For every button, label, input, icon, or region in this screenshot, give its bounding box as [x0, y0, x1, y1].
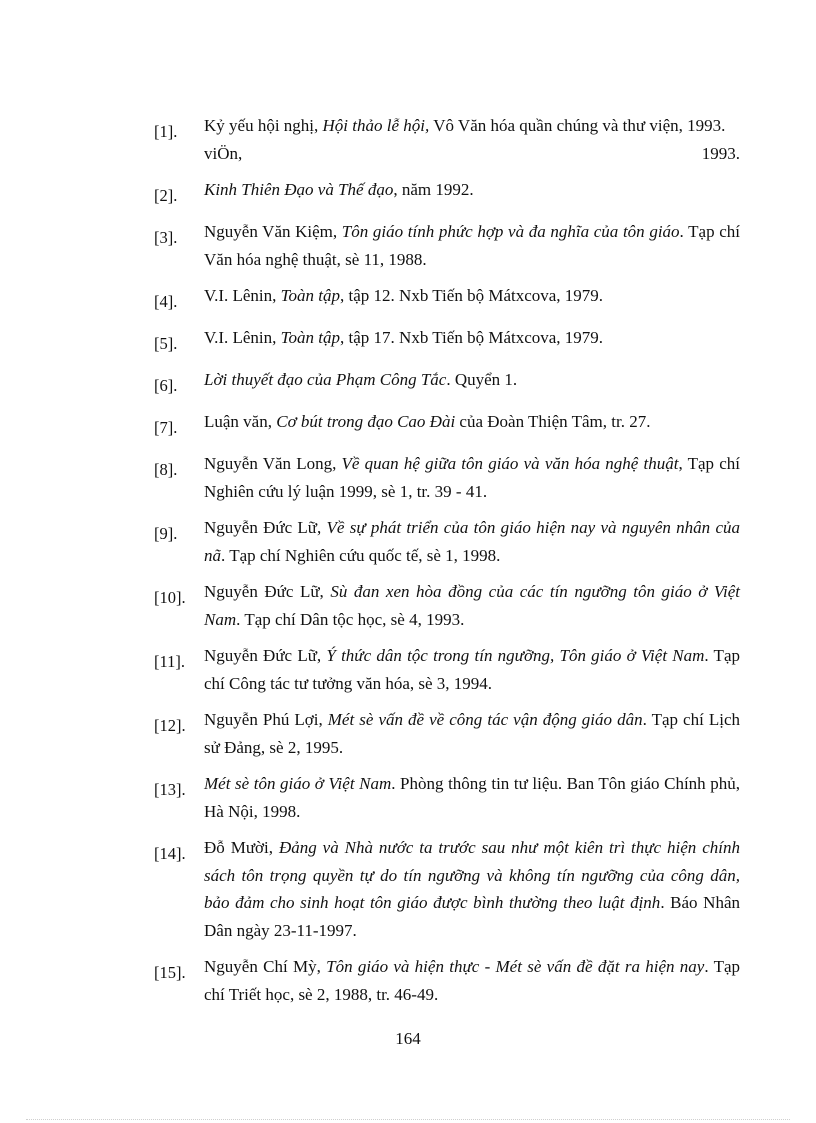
reference-number: [1]. — [154, 122, 178, 141]
reference-text: Luận văn, Cơ bút trong đạo Cao Đài của Đoàn Thiện Tâm, tr. 27. — [204, 412, 651, 431]
reference-list — [154, 112, 740, 1017]
reference-number: [14]. — [154, 844, 186, 863]
reference-item — [154, 324, 740, 357]
page-bottom-rule — [26, 1119, 790, 1120]
reference-title: Toàn tập — [280, 286, 341, 305]
reference-text: Kỷ yếu hội nghị, Hội thảo lễ hội, Vô Văn hóa quần chúng và thư viện, 1993. viÖn, 1993. — [204, 112, 740, 167]
reference-title: Về quan hệ giữa tôn giáo và văn hóa nghệ thuật — [341, 454, 679, 473]
reference-number: [12]. — [154, 716, 186, 735]
reference-text: Nguyễn Đức Lữ, Sù đan xen hòa đồng của các tín ngưỡng tôn giáo ở Việt Nam. Tạp chí Dân tộc học, sè 4, 1993. — [204, 582, 740, 629]
reference-title: Hội thảo lễ hội, — [322, 116, 430, 135]
reference-text: Đỗ Mười, Đảng và Nhà nước ta trước sau như một kiên trì thực hiện chính sách tôn trọng quyền tự do tín ngưỡng và không tín ngưỡng của công dân, bảo đảm cho sinh hoạt tôn giáo được bình thường theo luật định. Báo Nhân Dân ngày 23-11-1997. — [204, 838, 740, 940]
reference-title: Sù đan xen hòa đồng của các tín ngưỡng tôn giáo ở Việt Nam — [204, 582, 740, 629]
reference-text: Kinh Thiên Đạo và Thế đạo, năm 1992. — [204, 180, 474, 199]
reference-text: Nguyễn Đức Lữ, Ý thức dân tộc trong tín ngưỡng, Tôn giáo ở Việt Nam. Tạp chí Công tác tư tưởng văn hóa, sè 3, 1994. — [204, 646, 740, 693]
reference-text: Lời thuyết đạo của Phạm Công Tắc. Quyển 1. — [204, 370, 518, 389]
reference-number: [9]. — [154, 524, 178, 543]
reference-title: Toàn tập — [280, 328, 341, 347]
reference-title: Mét sè tôn giáo ở Việt Nam — [204, 774, 392, 793]
reference-number: [6]. — [154, 376, 178, 395]
reference-item — [154, 706, 740, 761]
reference-title: Ý thức dân tộc trong tín ngưỡng, Tôn giáo ở Việt Nam — [326, 646, 705, 665]
reference-item — [154, 953, 740, 1008]
reference-item — [154, 642, 740, 697]
reference-item — [154, 366, 740, 399]
reference-item — [154, 834, 740, 944]
reference-item — [154, 408, 740, 441]
reference-text: Nguyễn Văn Kiệm, Tôn giáo tính phức hợp và đa nghĩa của tôn giáo. Tạp chí Văn hóa nghệ thuật, sè 11, 1988. — [204, 222, 740, 269]
reference-item — [154, 578, 740, 633]
reference-number: [5]. — [154, 334, 178, 353]
reference-title: Cơ bút trong đạo Cao Đài — [276, 412, 456, 431]
reference-number: [3]. — [154, 228, 178, 247]
page-number: 164 — [395, 1029, 421, 1048]
reference-number: [4]. — [154, 292, 178, 311]
reference-text: Nguyễn Chí Mỳ, Tôn giáo và hiện thực - Mét sè vấn đề đặt ra hiện nay. Tạp chí Triết học, sè 2, 1988, tr. 46-49. — [204, 957, 741, 1004]
reference-text: V.I. Lênin, Toàn tập, tập 12. Nxb Tiến bộ Mátxcova, 1979. — [204, 286, 604, 305]
reference-number: [10]. — [154, 588, 186, 607]
reference-text: Nguyễn Đức Lữ, Về sự phát triển của tôn giáo hiện nay và nguyên nhân của nã. Tạp chí Nghiên cứu quốc tế, sè 1, 1998. — [204, 518, 740, 565]
reference-text: Nguyễn Phú Lợi, Mét sè vấn đề về công tác vận động giáo dân. Tạp chí Lịch sử Đảng, sè 2, 1995. — [204, 710, 741, 757]
reference-number: [15]. — [154, 963, 186, 982]
reference-number: [7]. — [154, 418, 178, 437]
reference-number: [13]. — [154, 780, 186, 799]
reference-title: Lời thuyết đạo của Phạm Công Tắc — [204, 370, 447, 389]
reference-item — [154, 514, 740, 569]
reference-number: [2]. — [154, 186, 178, 205]
reference-item — [154, 218, 740, 273]
reference-item — [154, 282, 740, 315]
reference-title: Về sự phát triển của tôn giáo hiện nay và nguyên nhân của nã — [204, 518, 740, 565]
reference-title: Đảng và Nhà nước ta trước sau như một kiên trì thực hiện chính sách tôn trọng quyền tự do tín ngưỡng và không tín ngưỡng của công dân, bảo đảm cho sinh hoạt tôn giáo được bình thường theo luật định — [204, 838, 740, 912]
reference-title: Tôn giáo và hiện thực - Mét sè vấn đề đặt ra hiện nay — [326, 957, 705, 976]
reference-title: Tôn giáo tính phức hợp và đa nghĩa của tôn giáo — [341, 222, 680, 241]
reference-text: Nguyễn Văn Long, Về quan hệ giữa tôn giáo và văn hóa nghệ thuật, Tạp chí Nghiên cứu lý luận 1999, sè 1, tr. 39 - 41. — [204, 454, 740, 501]
reference-number: [8]. — [154, 460, 178, 479]
reference-text: V.I. Lênin, Toàn tập, tập 17. Nxb Tiến bộ Mátxcova, 1979. — [204, 328, 604, 347]
reference-title: Mét sè vấn đề về công tác vận động giáo dân — [327, 710, 643, 729]
reference-item — [154, 176, 740, 209]
reference-number: [11]. — [154, 652, 186, 671]
reference-extra-line: viÖn, 1993. — [204, 143, 740, 163]
reference-item — [154, 770, 740, 825]
reference-item — [154, 112, 740, 167]
reference-title: Kinh Thiên Đạo và Thế đạo — [204, 180, 394, 199]
reference-text: Mét sè tôn giáo ở Việt Nam. Phòng thông tin tư liệu. Ban Tôn giáo Chính phủ, Hà Nội, 1998. — [204, 774, 740, 821]
reference-item — [154, 450, 740, 505]
